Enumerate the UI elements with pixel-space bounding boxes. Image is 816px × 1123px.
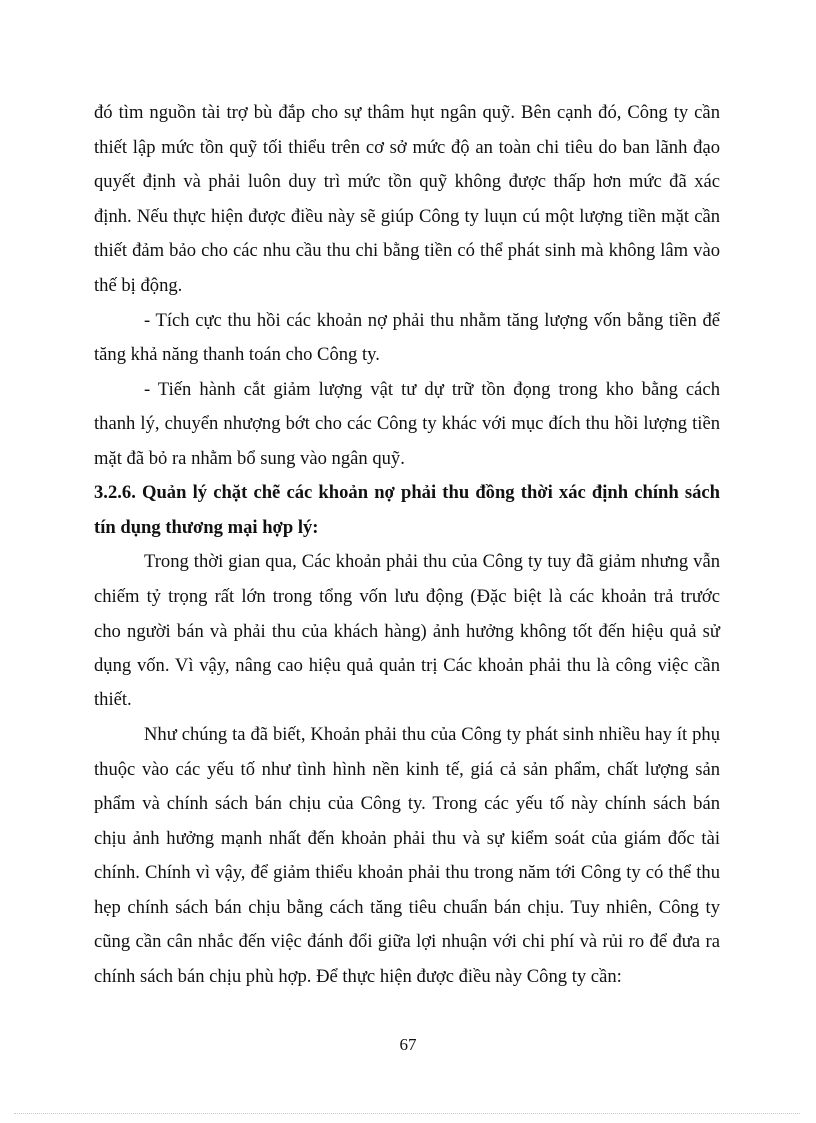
bullet-line-5: mặt đã bỏ ra nhằm bổ sung vào ngân quỹ. — [94, 448, 405, 469]
paragraph-3-line-4: chịu ảnh hưởng mạnh nhất đến khoản phải thu và sự kiểm soát của giám đốc tài — [94, 828, 720, 849]
body-line-3: quyết định và phải luôn duy trì mức tồn quỹ không được thấp hơn mức đã xác — [94, 171, 720, 192]
paragraph-3-line-2: thuộc vào các yếu tố như tình hình nền kinh tế, giá cả sản phẩm, chất lượng sản — [94, 759, 720, 780]
paragraph-2-line-5: thiết. — [94, 689, 132, 710]
bullet-line-3: - Tiến hành cắt giảm lượng vật tư dự trữ tồn đọng trong kho bằng cách — [144, 379, 720, 400]
paragraph-3-line-5: chính. Chính vì vậy, để giảm thiểu khoản phải thu trong năm tới Công ty có thể thu — [94, 862, 720, 883]
paragraph-3-line-6: hẹp chính sách bán chịu bằng cách tăng tiêu chuẩn bán chịu. Tuy nhiên, Công ty — [94, 897, 720, 918]
paragraph-3-line-3: phẩm và chính sách bán chịu của Công ty. Trong các yếu tố này chính sách bán — [94, 793, 720, 814]
body-line-6: thế bị động. — [94, 275, 183, 296]
paragraph-2-line-4: dụng vốn. Vì vậy, nâng cao hiệu quả quản trị Các khoản phải thu là công việc cần — [94, 655, 720, 676]
section-heading-line-2: tín dụng thương mại hợp lý: — [94, 517, 319, 538]
paragraph-3-line-8: chính sách bán chịu phù hợp. Để thực hiện được điều này Công ty cần: — [94, 966, 622, 987]
body-line-1: đó tìm nguồn tài trợ bù đắp cho sự thâm hụt ngân quỹ. Bên cạnh đó, Công ty cần — [94, 102, 720, 123]
bullet-line-1: - Tích cực thu hồi các khoản nợ phải thu nhằm tăng lượng vốn bằng tiền để — [144, 310, 720, 331]
bullet-line-4: thanh lý, chuyển nhượng bớt cho các Công ty khác với mục đích thu hồi lượng tiền — [94, 413, 720, 434]
bullet-line-2: tăng khả năng thanh toán cho Công ty. — [94, 344, 380, 365]
paragraph-2-line-1: Trong thời gian qua, Các khoản phải thu của Công ty tuy đã giảm nhưng vẫn — [144, 551, 720, 572]
paragraph-3-line-7: cũng cần cân nhắc đến việc đánh đổi giữa lợi nhuận với chi phí và rủi ro để đưa ra — [94, 931, 720, 952]
body-line-5: thiết đảm bảo cho các nhu cầu thu chi bằng tiền có thể phát sinh mà không lâm vào — [94, 240, 720, 261]
paragraph-2-line-3: cho người bán và phải thu của khách hàng) ảnh hưởng không tốt đến hiệu quả sử — [94, 621, 720, 642]
paragraph-3-line-1: Như chúng ta đã biết, Khoản phải thu của Công ty phát sinh nhiều hay ít phụ — [144, 724, 720, 745]
section-heading-line-1: 3.2.6. Quản lý chặt chẽ các khoản nợ phải thu đồng thời xác định chính sách — [94, 482, 720, 503]
body-line-4: định. Nếu thực hiện được điều này sẽ giúp Công ty luụn cú một lượng tiền mặt cần — [94, 206, 720, 227]
page-number: 67 — [399, 1035, 417, 1054]
body-line-2: thiết lập mức tồn quỹ tối thiểu trên cơ sở mức độ an toàn chi tiêu do ban lãnh đạo — [94, 137, 720, 158]
footer-divider — [14, 1113, 800, 1114]
paragraph-2-line-2: chiếm tỷ trọng rất lớn trong tổng vốn lưu động (Đặc biệt là các khoản trả trước — [94, 586, 720, 607]
